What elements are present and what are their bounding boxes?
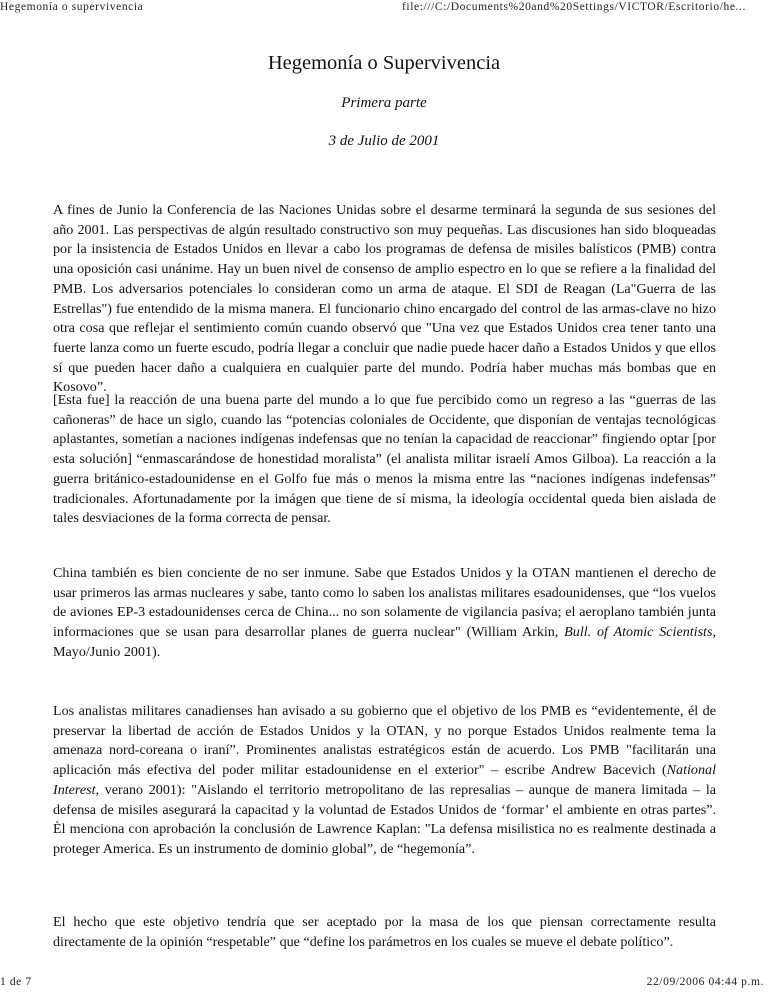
- paragraph-3: [53, 564, 716, 663]
- print-timestamp: 22/09/2006 04:44 p.m.: [646, 976, 764, 988]
- document-title: Hegemonía o Supervivencia: [267, 52, 501, 74]
- page-number: 1 de 7: [0, 976, 32, 988]
- paragraph-4: [53, 702, 716, 860]
- paragraph-5: El hecho que este objetivo tendría que ser aceptado por la masa de los que piensan correctamente resulta directamente de la opinión “respetable” que “define los parámetros en los cuales se mueve el debate político”.: [53, 914, 716, 950]
- page-header-url: file:///C:/Documents%20and%20Settings/VICTOR/Escritorio/he...: [402, 1, 746, 13]
- paragraph-3-text-a: China también es bien conciente de no ser inmune. Sabe que Estados Unidos y la OTAN mantienen el derecho de usar primeros las armas nucleares y sabe, tanto como lo saben los analistas militares esadounidenses, que “los vuelos de aviones EP-3 estadounidenses cerca de China... no son solamente de vigilancia pasíva; el aeroplano también junta informaciones que se usan para desarrollar planes de guerra nuclear" (William Arkin,: [53, 565, 716, 641]
- paragraph-4-text-a: Los analistas militares canadienses han avisado a su gobierno que el objetivo de los PMB es “evidentemente, él de preservar la libertad de acción de Estados Unidos y la OTAN, y no porque Estados Unidos realmente tema la amenaza nord-coreana o iraní”. Prominentes analistas estratégicos están de acuerdo. Los PMB "facilitarán una aplicación más efectiva del poder militar estadounidense en el exterior" – escribe Andrew Bacevich (: [53, 703, 716, 779]
- page-header-title: Hegemonía o supervivencia: [0, 1, 144, 13]
- document-part: Primera parte: [341, 95, 427, 111]
- document-date: 3 de Julio de 2001: [328, 133, 440, 149]
- paragraph-3-citation: Bull. of Atomic Scientists,: [564, 624, 716, 641]
- paragraph-1: A fines de Junio la Conferencia de las Naciones Unidas sobre el desarme terminará la segunda de sus sesiones del año 2001. Las perspectivas de algún resultado constructivo son muy pequeñas. Las discusiones han sido bloqueadas por la insistencia de Estados Unidos en llevar a cabo los programas de defensa de misiles balísticos (PMB) contra una oposición casi unánime. Hay un buen nivel de consenso de amplio espectro en lo que se refiere a la finalidad del PMB. Los adversarios potenciales lo consideran como un arma de ataque. El SDI de Reagan (La"Guerra de las Estrellas") fue entendido de la misma manera. El funcionario chino encargado del control de las armas-clave no hizo otra cosa que reflejar el sentimiento común cuando observó que "Una vez que Estados Unidos crea tener tanto una fuerte lanza como un fuerte escudo, podría llegar a concluir que nadie puede hacer daño a Estados Unidos y que ellos sí que pueden hacer daño a cualquiera en cualquier parte del mundo. Podría haber muchas más bombas que en Kosovo”.: [53, 202, 716, 396]
- paragraph-2: [Esta fue] la reacción de una buena parte del mundo a lo que fue percibido como un regreso a las “guerras de las cañoneras” de hace un siglo, cuando las “potencias coloniales de Occidente, que disponían de ventajas tecnológicas aplastantes, sometían a naciones indígenas indefensas que no tenían la capacidad de reaccionar” fingiendo optar [por esta solución] “enmascarándose de honestidad moralista” (el analista militar israelí Amos Gilboa). La reacción a la guerra británico-estadounidense en el Golfo fue más o menos la misma entre las “naciones indígenas indefensas” tradicionales. Afortunadamente por la imágen que tiene de sí misma, la ideología occidental queda bien aislada de tales desviaciones de la forma correcta de pensar.: [53, 392, 716, 527]
- paragraph-3-text-b: Mayo/Junio 2001).: [53, 643, 161, 660]
- paragraph-4-text-b: , verano 2001): "Aislando el territorio metropolitano de las represalias – aunque de manera limitada – la defensa de misiles asegurará la capacitad y la voluntad de Estados Unidos de ‘formar’ el ambiente en otras partes”. Èl menciona con aprobación la conclusión de Lawrence Kaplan: "La defensa misilistica no es realmente destinada a proteger America. Es un instrumento de dominio global”, de “hegemonía”.: [53, 781, 716, 857]
- paragraph-4-citation: National Interest: [53, 762, 716, 798]
